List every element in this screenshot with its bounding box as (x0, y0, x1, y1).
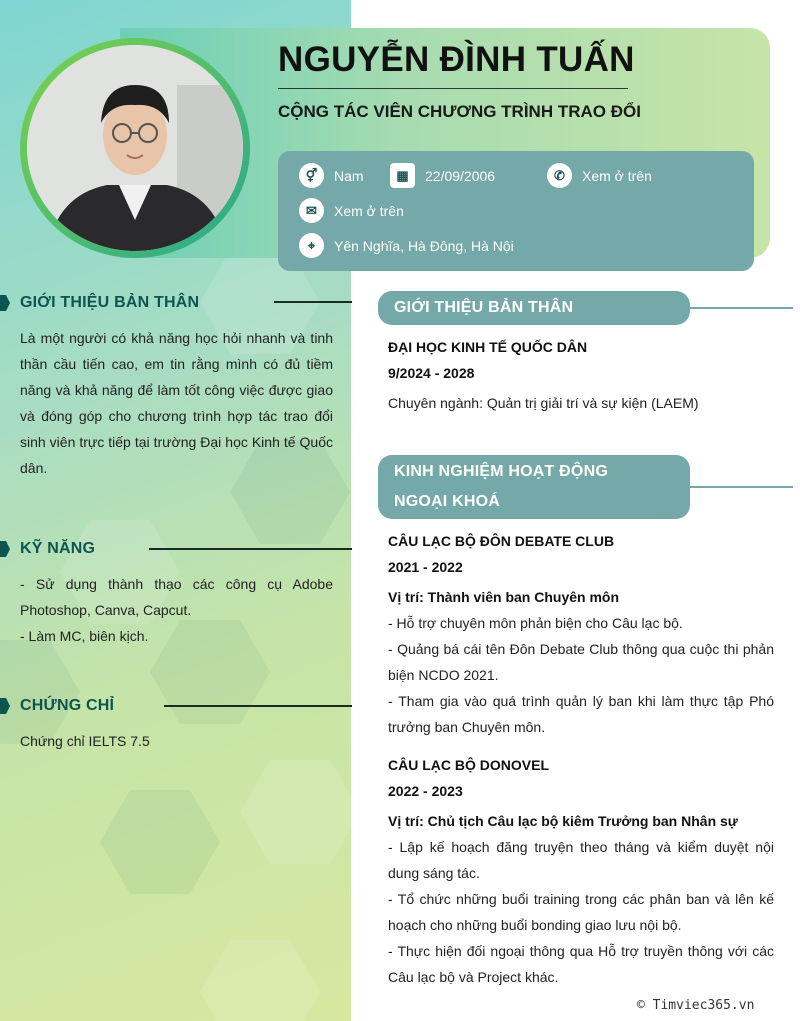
activity-org: CÂU LẠC BỘ DONOVEL (388, 757, 549, 773)
gender-icon: ⚥ (299, 163, 324, 188)
activity-role: Vị trí: Thành viên ban Chuyên môn (388, 589, 620, 605)
certificates-title: CHỨNG CHỈ (20, 697, 115, 714)
name-underline (278, 88, 628, 89)
info-birthday (390, 163, 495, 188)
calendar-icon: ▦ (390, 163, 415, 188)
gender-value: Nam (334, 167, 364, 184)
activity-bullet: - Quảng bá cái tên Đôn Debate Club thông qua cuộc thi phản biện NCDO 2021. (388, 641, 774, 683)
school-name: ĐẠI HỌC KINH TẾ QUỐC DÂN (388, 339, 588, 355)
info-phone (547, 163, 652, 188)
hexagon-decoration (240, 760, 351, 864)
about-divider (274, 301, 352, 303)
activity-bullet: - Tổ chức những buổi training trong các phân ban và lên kế hoạch cho những buổi bonding giao lưu nội bộ. (388, 891, 774, 933)
education-block (388, 334, 774, 416)
candidate-name: NGUYỄN ĐÌNH TUẤN (278, 40, 635, 79)
birthday-value: 22/09/2006 (425, 167, 496, 184)
skills-title: KỸ NĂNG (20, 540, 96, 557)
info-email (299, 198, 404, 223)
activities-title (378, 455, 690, 519)
activities-title-line: KINH NGHIỆM HOẠT ĐỘNG (394, 463, 608, 480)
address-value: Yên Nghĩa, Hà Đông, Hà Nội (334, 237, 514, 254)
activity-entry (388, 528, 774, 740)
skill-item: - Làm MC, biên kịch. (20, 628, 149, 644)
activity-bullet: - Hỗ trợ chuyên môn phản biện cho Câu lạc bộ. (388, 615, 683, 631)
phone-icon: ✆ (547, 163, 572, 188)
about-text: Là một người có khả năng học hỏi nhanh và tinh thần cầu tiến cao, em tin rằng mình có đủ tiềm năng và khả năng để làm tốt công việc được giao và đóng góp cho chương trình hợp tác trao đổi sinh viên trực tiếp tại trường Đại học Kinh tế Quốc dân. (20, 330, 333, 476)
avatar-frame (20, 38, 250, 258)
about-title: GIỚI THIỆU BẢN THÂN (20, 294, 200, 311)
skills-divider (149, 548, 352, 550)
activity-entry (388, 752, 774, 990)
info-gender (299, 163, 364, 188)
activities-divider (690, 486, 793, 488)
job-title: CỘNG TÁC VIÊN CHƯƠNG TRÌNH TRAO ĐỔI (278, 102, 641, 121)
education-divider (690, 307, 793, 309)
activity-bullet: - Tham gia vào quá trình quản lý ban khi làm thực tập Phó trưởng ban Chuyên môn. (388, 693, 774, 735)
hexagon-decoration (200, 940, 320, 1021)
email-value: Xem ở trên (334, 202, 404, 219)
skills-list (20, 571, 333, 649)
activity-role: Vị trí: Chủ tịch Câu lạc bộ kiêm Trưởng ban Nhân sự (388, 813, 738, 829)
email-icon: ✉ (299, 198, 324, 223)
portrait-photo (27, 45, 243, 251)
footer-watermark[interactable]: © Timviec365.vn (637, 998, 755, 1013)
activity-period: 2021 - 2022 (388, 559, 463, 575)
info-address (299, 233, 514, 258)
phone-value: Xem ở trên (582, 167, 652, 184)
activity-bullet: - Lập kế hoạch đăng truyện theo tháng và kiểm duyệt nội dung sáng tác. (388, 839, 774, 881)
activity-period: 2022 - 2023 (388, 783, 463, 799)
activity-bullet: - Thực hiện đối ngoại thông qua Hỗ trợ truyền thông với các Câu lạc bộ và Project khác. (388, 943, 774, 985)
education-period: 9/2024 - 2028 (388, 365, 475, 381)
education-major: Chuyên ngành: Quản trị giải trí và sự kiện (LAEM) (388, 395, 699, 411)
hexagon-decoration (100, 790, 220, 894)
skill-item: - Sử dụng thành thạo các công cụ Adobe Photoshop, Canva, Capcut. (20, 576, 333, 618)
education-title: GIỚI THIỆU BẢN THÂN (378, 291, 690, 325)
certificates-divider (164, 705, 352, 707)
activity-org: CÂU LẠC BỘ ĐÔN DEBATE CLUB (388, 533, 615, 549)
avatar (27, 45, 243, 251)
certificate-item: Chứng chỉ IELTS 7.5 (20, 733, 150, 749)
location-icon: ⌖ (299, 233, 324, 258)
activities-title-line: NGOẠI KHOÁ (394, 493, 500, 510)
